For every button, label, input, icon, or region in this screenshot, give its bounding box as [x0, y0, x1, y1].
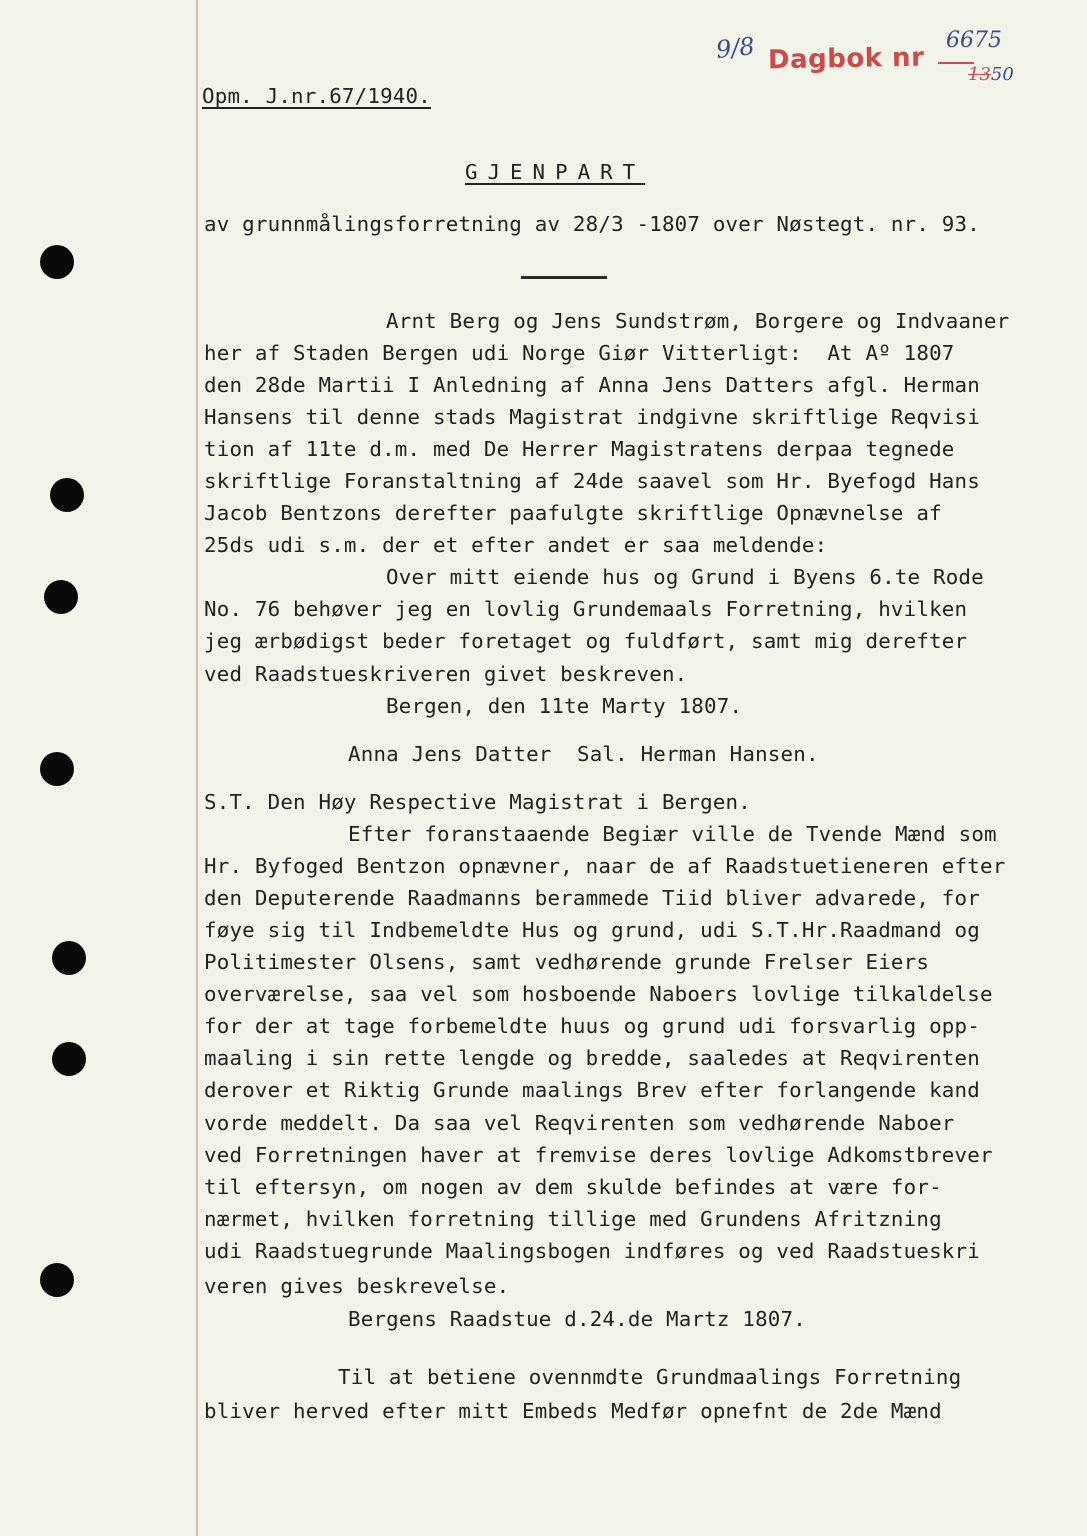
text-line: Arnt Berg og Jens Sundstrøm, Borgere og Indvaaner [386, 309, 1010, 333]
punch-hole [50, 478, 84, 512]
text-line: Anna Jens Datter Sal. Herman Hansen. [348, 742, 819, 766]
text-line: nærmet, hvilken forretning tillige med Grundens Afritzning [204, 1207, 942, 1231]
text-line: Bergens Raadstue d.24.de Martz 1807. [348, 1307, 806, 1331]
punch-hole [44, 580, 78, 614]
text-line: den Deputerende Raadmanns berammede Tiid bliver advarede, for [204, 886, 980, 910]
text-line: Hansens til denne stads Magistrat indgivne skriftlige Reqvisi [204, 405, 980, 429]
handwritten-date: 9/8 [714, 32, 756, 64]
text-line: føye sig til Indbemeldte Hus og grund, udi S.T.Hr.Raadmand og [204, 918, 980, 942]
year-number: 50 [990, 64, 1014, 85]
text-line: Hr. Byfoged Bentzon opnævner, naar de af Raadstuetieneren efter [204, 854, 1006, 878]
text-line: vorde meddelt. Da saa vel Reqvirenten som vedhørende Naboer [204, 1111, 955, 1135]
document-subtitle: av grunnmålingsforretning av 28/3 -1807 over Nøstegt. nr. 93. [204, 212, 980, 236]
text-line: Politimester Olsens, samt vedhørende grunde Frelser Eiers [204, 950, 930, 974]
text-line: til eftersyn, om nogen av dem skulde befindes at være for- [204, 1175, 942, 1199]
punch-hole [52, 941, 86, 975]
text-line: maaling i sin rette lengde og bredde, saaledes at Reqvirenten [204, 1046, 980, 1070]
text-line: Efter foranstaaende Begiær ville de Tvende Mænd som [348, 822, 997, 846]
text-line: Til at betiene ovennmdte Grundmaalings Forretning [338, 1365, 962, 1389]
text-line: bliver herved efter mitt Embeds Medfør opnefnt de 2de Mænd [204, 1399, 942, 1423]
handwritten-journal-number: 6675 [946, 28, 1002, 53]
text-line: ved Raadstueskriveren givet beskreven. [204, 662, 688, 686]
reference-number: Opm. J.nr.67/1940. [202, 84, 431, 108]
text-line: for der at tage forbemeldte huus og grund udi forsvarlig opp- [204, 1014, 980, 1038]
text-line: skriftlige Foranstaltning af 24de saavel som Hr. Byefogd Hans [204, 469, 980, 493]
text-line: tion af 11te d.m. med De Herrer Magistratens derpaa tegnede [204, 437, 955, 461]
punch-hole [40, 245, 74, 279]
handwritten-year-number [968, 64, 1014, 85]
text-line: No. 76 behøver jeg en lovlig Grundemaals Forretning, hvilken [204, 597, 968, 621]
punch-hole [52, 1042, 86, 1076]
struck-number: 13 [968, 64, 991, 85]
text-line: jeg ærbødigst beder foretaget og fuldført, samt mig derefter [204, 629, 968, 653]
text-line: veren gives beskrevelse. [204, 1274, 510, 1298]
text-line: Bergen, den 11te Marty 1807. [386, 694, 743, 718]
text-line: her af Staden Bergen udi Norge Giør Vitterligt: At Aº 1807 [204, 341, 955, 365]
margin-rule [196, 0, 198, 1536]
text-line: 25ds udi s.m. der et efter andet er saa meldende: [204, 533, 828, 557]
text-line: den 28de Martii I Anledning af Anna Jens Datters afgl. Herman [204, 373, 980, 397]
text-line: Over mitt eiende hus og Grund i Byens 6.te Rode [386, 565, 984, 589]
text-line: overværelse, saa vel som hosboende Naboers lovlige tilkaldelse [204, 982, 993, 1006]
separator-rule [521, 276, 607, 279]
text-line: udi Raadstuegrunde Maalingsbogen indføres og ved Raadstueskri [204, 1239, 980, 1263]
dagbok-stamp: Dagbok nr [767, 42, 925, 76]
text-line: derover et Riktig Grunde maalings Brev efter forlangende kand [204, 1078, 980, 1102]
text-line: ved Forretningen haver at fremvise deres lovlige Adkomstbrever [204, 1143, 993, 1167]
text-line: S.T. Den Høy Respective Magistrat i Bergen. [204, 790, 751, 814]
punch-hole [40, 752, 74, 786]
text-line: Jacob Bentzons derefter paafulgte skriftlige Opnævnelse af [204, 501, 942, 525]
document-title: GJENPART [465, 160, 646, 184]
punch-hole [40, 1263, 74, 1297]
